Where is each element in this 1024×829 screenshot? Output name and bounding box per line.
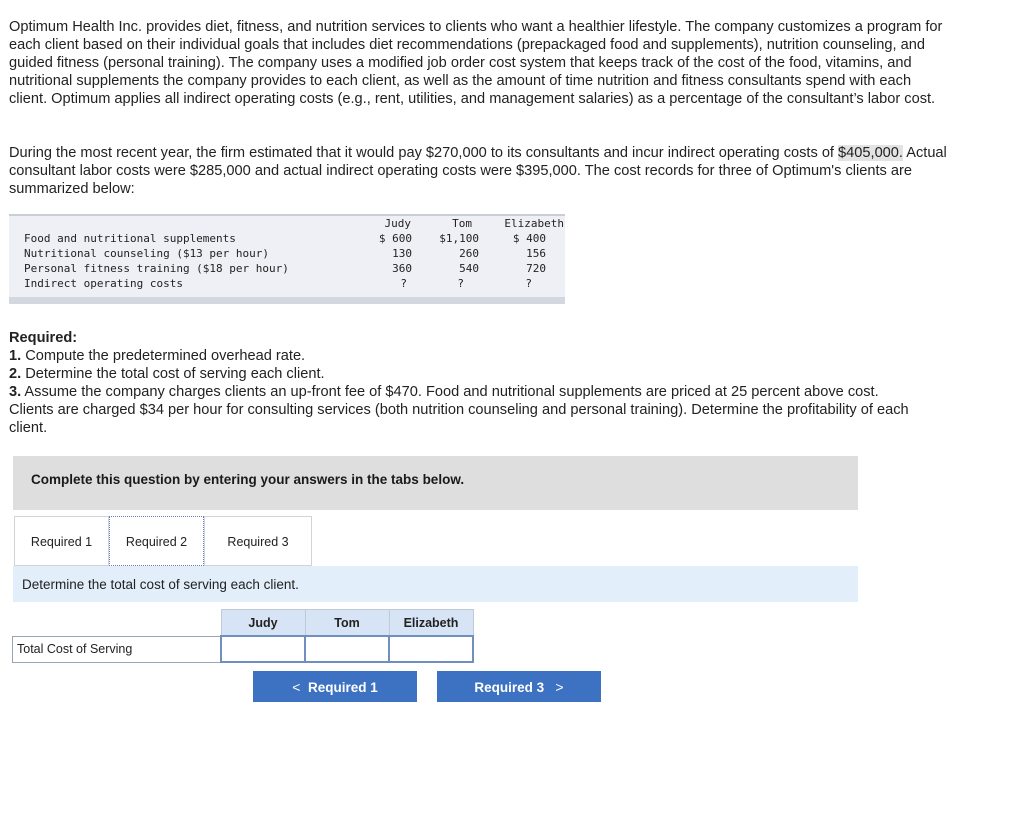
row-label: Personal fitness training ($18 per hour)	[24, 262, 289, 275]
table-row	[9, 276, 565, 291]
tab-panel-header	[13, 566, 858, 602]
table-header-row	[9, 216, 565, 231]
answer-row-label: Total Cost of Serving	[13, 636, 222, 662]
judy-total-cost-input[interactable]	[222, 638, 304, 660]
prev-required-1-button[interactable]	[253, 671, 417, 702]
table-row	[9, 231, 565, 246]
answer-header-row	[13, 610, 474, 637]
required-item-2	[9, 365, 919, 383]
cell-elizabeth: 156	[526, 247, 546, 260]
next-button-label: Required 3	[474, 680, 545, 695]
answer-header-tom: Tom	[305, 610, 389, 637]
tab-required-2[interactable]: Required 2	[109, 516, 204, 566]
table-row	[9, 261, 565, 276]
item-text: Assume the company charges clients an up-front fee of $470. Food and nutritional supplements are priced at 25 percent above cost. Clients are charged $34 per hour for consulting services (both nutrition counseling and personal training). Determine the profitability of each client.	[9, 384, 909, 436]
item-number: 3.	[9, 384, 22, 400]
item-text: Determine the total cost of serving each client.	[21, 366, 325, 382]
table-bottom-rule	[9, 297, 565, 304]
answer-table	[12, 609, 474, 663]
elizabeth-total-cost-input[interactable]	[390, 638, 472, 660]
prev-button-label: Required 1	[307, 680, 378, 695]
tab-required-3[interactable]: Required 3	[204, 516, 312, 566]
cell-elizabeth: ?	[525, 277, 532, 290]
required-item-3	[9, 383, 919, 437]
intro-paragraph-2	[9, 144, 949, 198]
answer-header-elizabeth: Elizabeth	[389, 610, 473, 637]
cell-judy: 130	[392, 247, 412, 260]
cell-judy: ?	[400, 277, 407, 290]
cell-judy: 360	[392, 262, 412, 275]
elizabeth-input-cell	[389, 636, 473, 662]
cell-tom: ?	[457, 277, 464, 290]
intro-paragraph-2-start: During the most recent year, the firm estimated that it would pay $270,000 to its consultants and incur indirect operating costs of	[9, 145, 839, 161]
item-number: 1.	[9, 348, 22, 364]
tab-required-1[interactable]: Required 1	[14, 516, 109, 566]
next-required-3-button[interactable]	[437, 671, 601, 702]
item-text: Compute the predetermined overhead rate.	[21, 348, 306, 364]
intro-paragraph-1: Optimum Health Inc. provides diet, fitness, and nutrition services to clients who want a healthier lifestyle. The company customizes a program for each client based on their individual goals that includes diet recommendations (prepackaged food and supplements), nutrition counseling, and guided fitness (personal training). The company uses a modified job order cost system that keeps track of the cost of the food, vitamins, and nutritional supplements the company provides to each client, as well as the amount of time nutrition and fitness consultants spend with each client. Optimum applies all indirect operating costs (e.g., rent, utilities, and management salaries) as a percentage of the consultant’s labor cost.	[9, 19, 943, 107]
instruction-text: Complete this question by entering your answers in the tabs below.	[31, 472, 465, 487]
tom-total-cost-input[interactable]	[306, 638, 388, 660]
panel-prompt: Determine the total cost of serving each client.	[22, 577, 299, 592]
answer-header-blank	[13, 610, 222, 637]
judy-input-cell	[221, 636, 305, 662]
required-heading: Required:	[9, 330, 78, 346]
cell-tom: 260	[459, 247, 479, 260]
chevron-left-icon: <	[292, 679, 301, 695]
cell-tom: 540	[459, 262, 479, 275]
item-number: 2.	[9, 366, 22, 382]
row-label: Food and nutritional supplements	[24, 232, 236, 245]
tom-input-cell	[305, 636, 389, 662]
required-section	[9, 329, 919, 437]
required-item-1	[9, 347, 919, 365]
cell-elizabeth: 720	[526, 262, 546, 275]
instruction-banner	[13, 456, 858, 510]
header-judy: Judy	[384, 217, 411, 230]
answer-header-judy: Judy	[221, 610, 305, 637]
cost-records-table	[9, 214, 565, 304]
cell-tom: $1,100	[439, 232, 479, 245]
intro-paragraph-2-end: Actual consultant labor costs were $285,000 and actual indirect operating costs were $395,000. The cost records for three of Optimum's clients are summarized below:	[9, 145, 947, 197]
row-label: Nutritional counseling ($13 per hour)	[24, 247, 270, 260]
cell-elizabeth: $ 400	[512, 232, 546, 245]
chevron-right-icon: >	[555, 679, 564, 695]
cell-judy: $ 600	[378, 232, 412, 245]
table-row	[9, 246, 565, 261]
header-tom: Tom	[452, 217, 472, 230]
row-label: Indirect operating costs	[24, 277, 183, 290]
answer-row	[13, 636, 474, 662]
highlighted-amount: $405,000.	[838, 145, 903, 161]
header-elizabeth: Elizabeth	[504, 217, 564, 230]
